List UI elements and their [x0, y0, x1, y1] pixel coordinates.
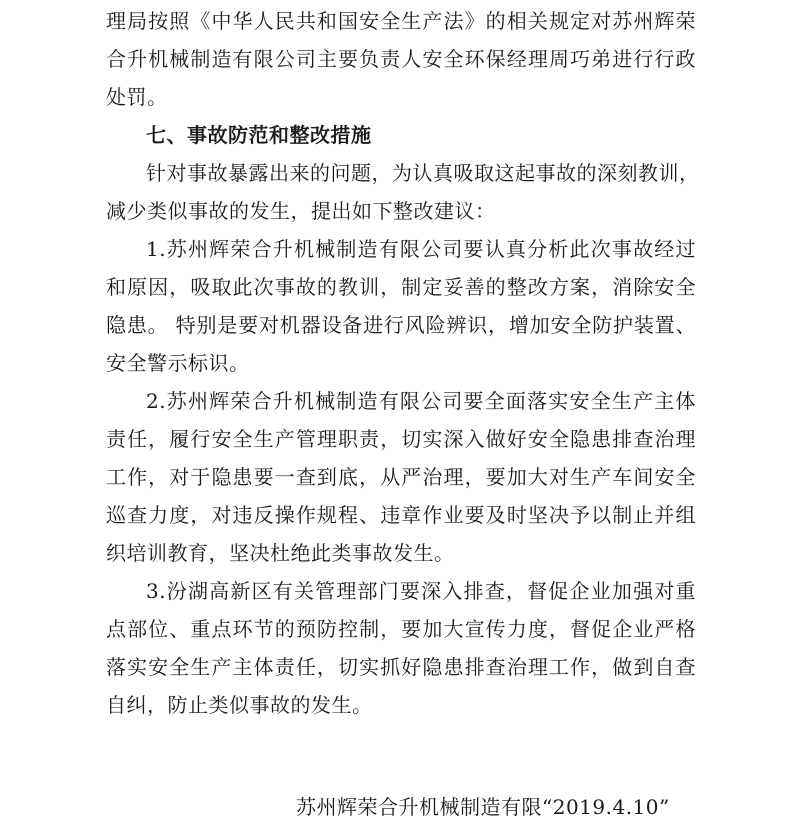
item2-line-1: 2.苏州辉荣合升机械制造有限公司要全面落实安全生产主体	[146, 389, 696, 413]
item2-line-3: 工作，对于隐患要一查到底，从严治理，要加大对生产车间安全	[106, 465, 696, 489]
item1-line-2: 和原因，吸取此次事故的教训，制定妥善的整改方案，消除安全	[106, 275, 696, 299]
signature-line: 苏州辉荣合升机械制造有限“2019.4.10”	[296, 795, 670, 819]
item1-line-4: 安全警示标识。	[106, 351, 250, 375]
intro-line-2: 合升机械制造有限公司主要负责人安全环保经理周巧弟进行行政	[106, 47, 696, 71]
item3-line-3: 落实安全生产主体责任，切实抓好隐患排查治理工作，做到自查	[106, 655, 696, 679]
item1-line-1: 1.苏州辉荣合升机械制造有限公司要认真分析此次事故经过	[146, 237, 696, 261]
item2-line-4: 巡查力度，对违反操作规程、违章作业要及时坚决予以制止并组	[106, 503, 696, 527]
item2-line-2: 责任，履行安全生产管理职责，切实深入做好安全隐患排查治理	[106, 427, 696, 451]
item3-line-2: 点部位、重点环节的预防控制，要加大宣传力度，督促企业严格	[106, 617, 696, 641]
item3-line-1: 3.汾湖高新区有关管理部门要深入排查，督促企业加强对重	[146, 579, 696, 603]
intro-line-1: 理局按照《中华人民共和国安全生产法》的相关规定对苏州辉荣	[106, 9, 696, 33]
item3-line-4: 自纠，防止类似事故的发生。	[106, 693, 373, 717]
lead-line-2: 减少类似事故的发生，提出如下整改建议：	[106, 199, 496, 223]
item2-line-5: 织培训教育，坚决杜绝此类事故发生。	[106, 541, 455, 565]
item1-line-3: 隐患。 特别是要对机器设备进行风险辨识，增加安全防护装置、	[106, 313, 696, 337]
section-heading: 七、事故防范和整改措施	[146, 123, 372, 147]
intro-line-3: 处罚。	[106, 85, 168, 109]
lead-line-1: 针对事故暴露出来的问题，为认真吸取这起事故的深刻教训，	[146, 161, 700, 185]
